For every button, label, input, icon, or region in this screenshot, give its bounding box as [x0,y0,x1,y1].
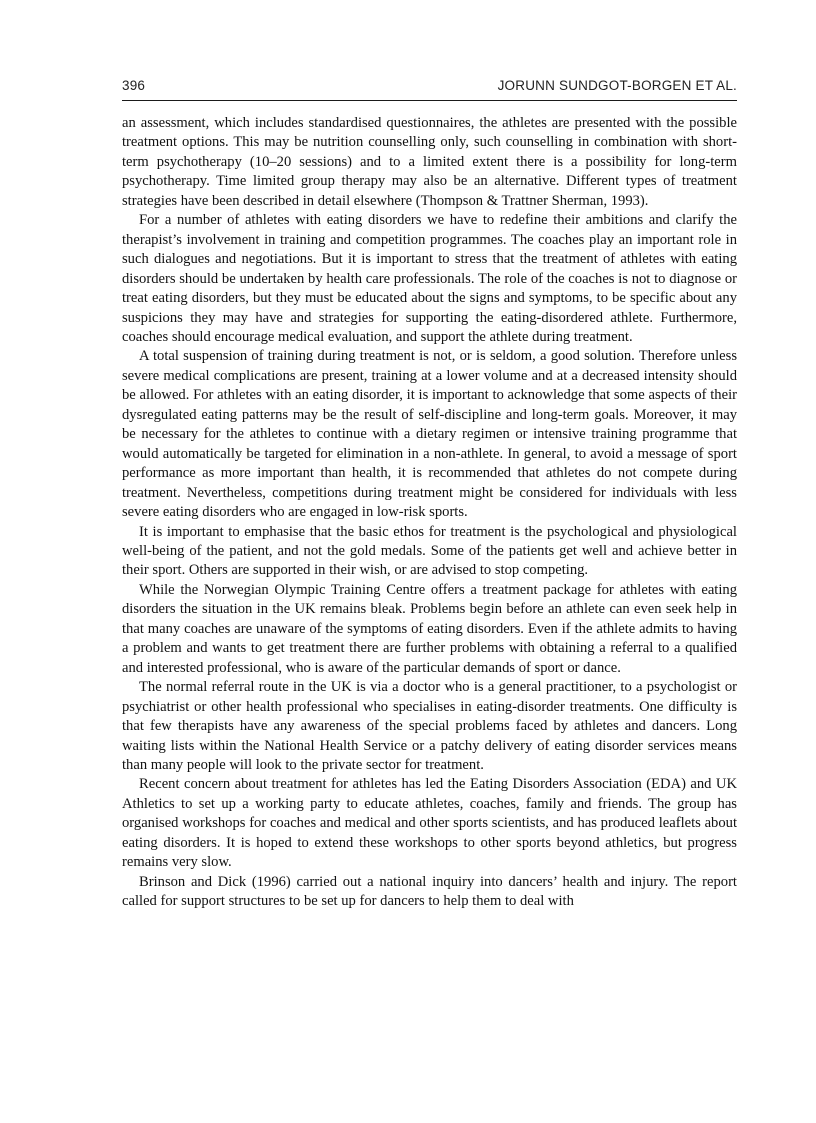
paragraph: A total suspension of training during treatment is not, or is seldom, a good solution. Therefore unless severe medical complications are present, training at a lower volume and at a decreased intensity should be allowed. For athletes with an eating disorder, it is important to acknowledge that some aspects of their dysregulated eating patterns may be the result of self-discipline and long-term goals. Moreover, it may be necessary for the athletes to continue with a dietary regimen or intensive training programme that would automatically be targeted for elimination in a non-athlete. In general, to avoid a message of sport performance as more important than health, it is recommended that athletes do not compete during treatment. Nevertheless, competitions during treatment might be considered for individuals with less severe eating disorders who are engaged in low-risk sports. [122,348,737,521]
body-text [122,114,737,912]
page-number: 396 [122,78,146,93]
paragraph: While the Norwegian Olympic Training Centre offers a treatment package for athletes with eating disorders the situation in the UK remains bleak. Problems begin before an athlete can even seek help in that many coaches are unaware of the symptoms of eating disorders. Even if the athlete admits to having a problem and wants to get treatment there are further problems with obtaining a referral to a qualified and interested professional, who is aware of the particular demands of sport or dance. [122,581,737,676]
page-header [122,78,737,101]
paragraph: The normal referral route in the UK is via a doctor who is a general practitioner, to a psychologist or psychiatrist or other health professional who specialises in eating-disorder treatments. One difficulty is that few therapists have any awareness of the special problems faced by athletes and dancers. Long waiting lists within the National Health Service or a patchy delivery of eating disorder services means than many people will look to the private sector for treatment. [122,679,737,773]
paragraph: an assessment, which includes standardised questionnaires, the athletes are presented with the possible treatment options. This may be nutrition counselling only, such counselling in combination with short-term psychotherapy (10–20 sessions) and to a limited extent there is a possibility for long-term psychotherapy. Time limited group therapy may also be an alternative. Different types of treatment strategies have been described in detail elsewhere (Thompson & Trattner Sherman, 1993). [122,115,737,209]
paragraph: For a number of athletes with eating disorders we have to redefine their ambitions and clarify the therapist’s involvement in training and competition programmes. The coaches play an important role in such dialogues and negotiations. But it is important to stress that the treatment of athletes with eating disorders should be undertaken by health care professionals. The role of the coaches is not to diagnose or treat eating disorders, but they must be educated about the signs and symptoms, to be specific about any suspicions they may have and strategies for supporting the eating-disordered athlete. Furthermore, coaches should encourage medical evaluation, and support the athlete during treatment. [122,212,737,345]
paragraph: Brinson and Dick (1996) carried out a national inquiry into dancers’ health and injury. The report called for support structures to be set up for dancers to help them to deal with [122,873,737,910]
running-head: JORUNN SUNDGOT-BORGEN ET AL. [497,78,737,93]
paragraph: Recent concern about treatment for athletes has led the Eating Disorders Association (EDA) and UK Athletics to set up a working party to educate athletes, coaches, family and friends. The group has organised workshops for coaches and medical and other sports scientists, and has produced leaflets about eating disorders. It is hoped to extend these workshops to other sports beyond athletics, but progress remains very slow. [122,776,737,871]
paragraph: It is important to emphasise that the basic ethos for treatment is the psychological and physiological well-being of the patient, and not the gold medals. Some of the patients get well and achieve better in their sport. Others are supported in their wish, or are advised to stop competing. [122,523,737,579]
